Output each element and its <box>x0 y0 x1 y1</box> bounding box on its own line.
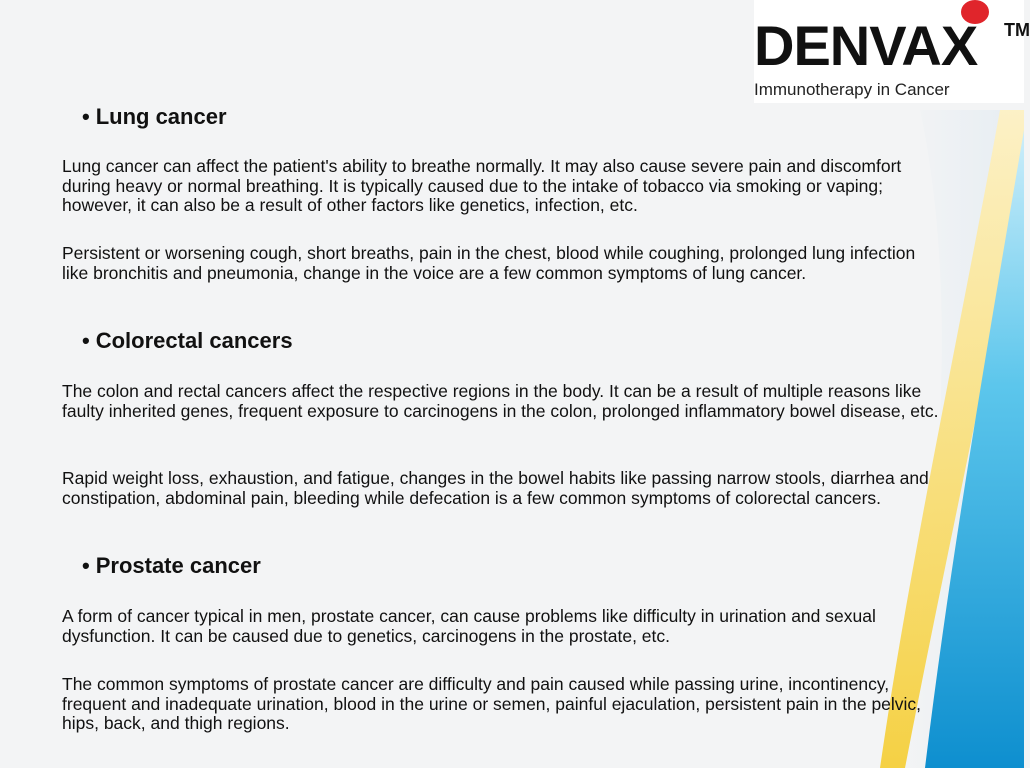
section-heading-lung <box>82 104 227 130</box>
paragraph-prostate-description: A form of cancer typical in men, prostate cancer, can cause problems like difficulty in urination and sexual dysfunction. It can be caused due to genetics, carcinogens in the prostate, etc. <box>62 606 876 646</box>
bullet-icon: • <box>82 328 90 353</box>
bullet-icon: • <box>82 104 90 129</box>
logo-trademark: TM <box>1004 20 1030 40</box>
section-heading-text: Colorectal cancers <box>95 328 293 353</box>
bullet-icon: • <box>82 553 90 578</box>
paragraph-colorectal-symptoms: Rapid weight loss, exhaustion, and fatigue, changes in the bowel habits like passing narrow stools, diarrhea and constipation, abdominal pain, bleeding while defecation is a few common symptoms of colorectal cancers. <box>62 468 929 508</box>
section-heading-prostate <box>82 553 261 579</box>
paragraph-colorectal-description: The colon and rectal cancers affect the respective regions in the body. It can be a result of multiple reasons like faulty inherited genes, frequent exposure to carcinogens in the colon, prolonged inflammatory bowel disease, etc. <box>62 381 939 421</box>
section-heading-text: Lung cancer <box>95 104 227 129</box>
paragraph-lung-description: Lung cancer can affect the patient's ability to breathe normally. It may also cause severe pain and discomfort during heavy or normal breathing. It is typically caused due to the intake of tobacco via smoking or vaping; however, it can also be a result of other factors like genetics, infection, etc. <box>62 156 902 215</box>
section-heading-text: Prostate cancer <box>95 553 261 578</box>
logo-wordmark: DENVAX <box>754 14 978 77</box>
paragraph-prostate-symptoms: The common symptoms of prostate cancer are difficulty and pain caused while passing urine, incontinency, frequent and inadequate urination, blood in the urine or semen, painful ejaculation, persistent pain in the pelvic, hips, back, and thigh regions. <box>62 674 922 733</box>
brand-logo <box>754 0 1030 103</box>
paragraph-lung-symptoms: Persistent or worsening cough, short breaths, pain in the chest, blood while coughing, prolonged lung infection like bronchitis and pneumonia, change in the voice are a few common symptoms of lung cancer. <box>62 243 916 283</box>
section-heading-colorectal <box>82 328 293 354</box>
logo-tagline: Immunotherapy in Cancer <box>754 80 950 99</box>
